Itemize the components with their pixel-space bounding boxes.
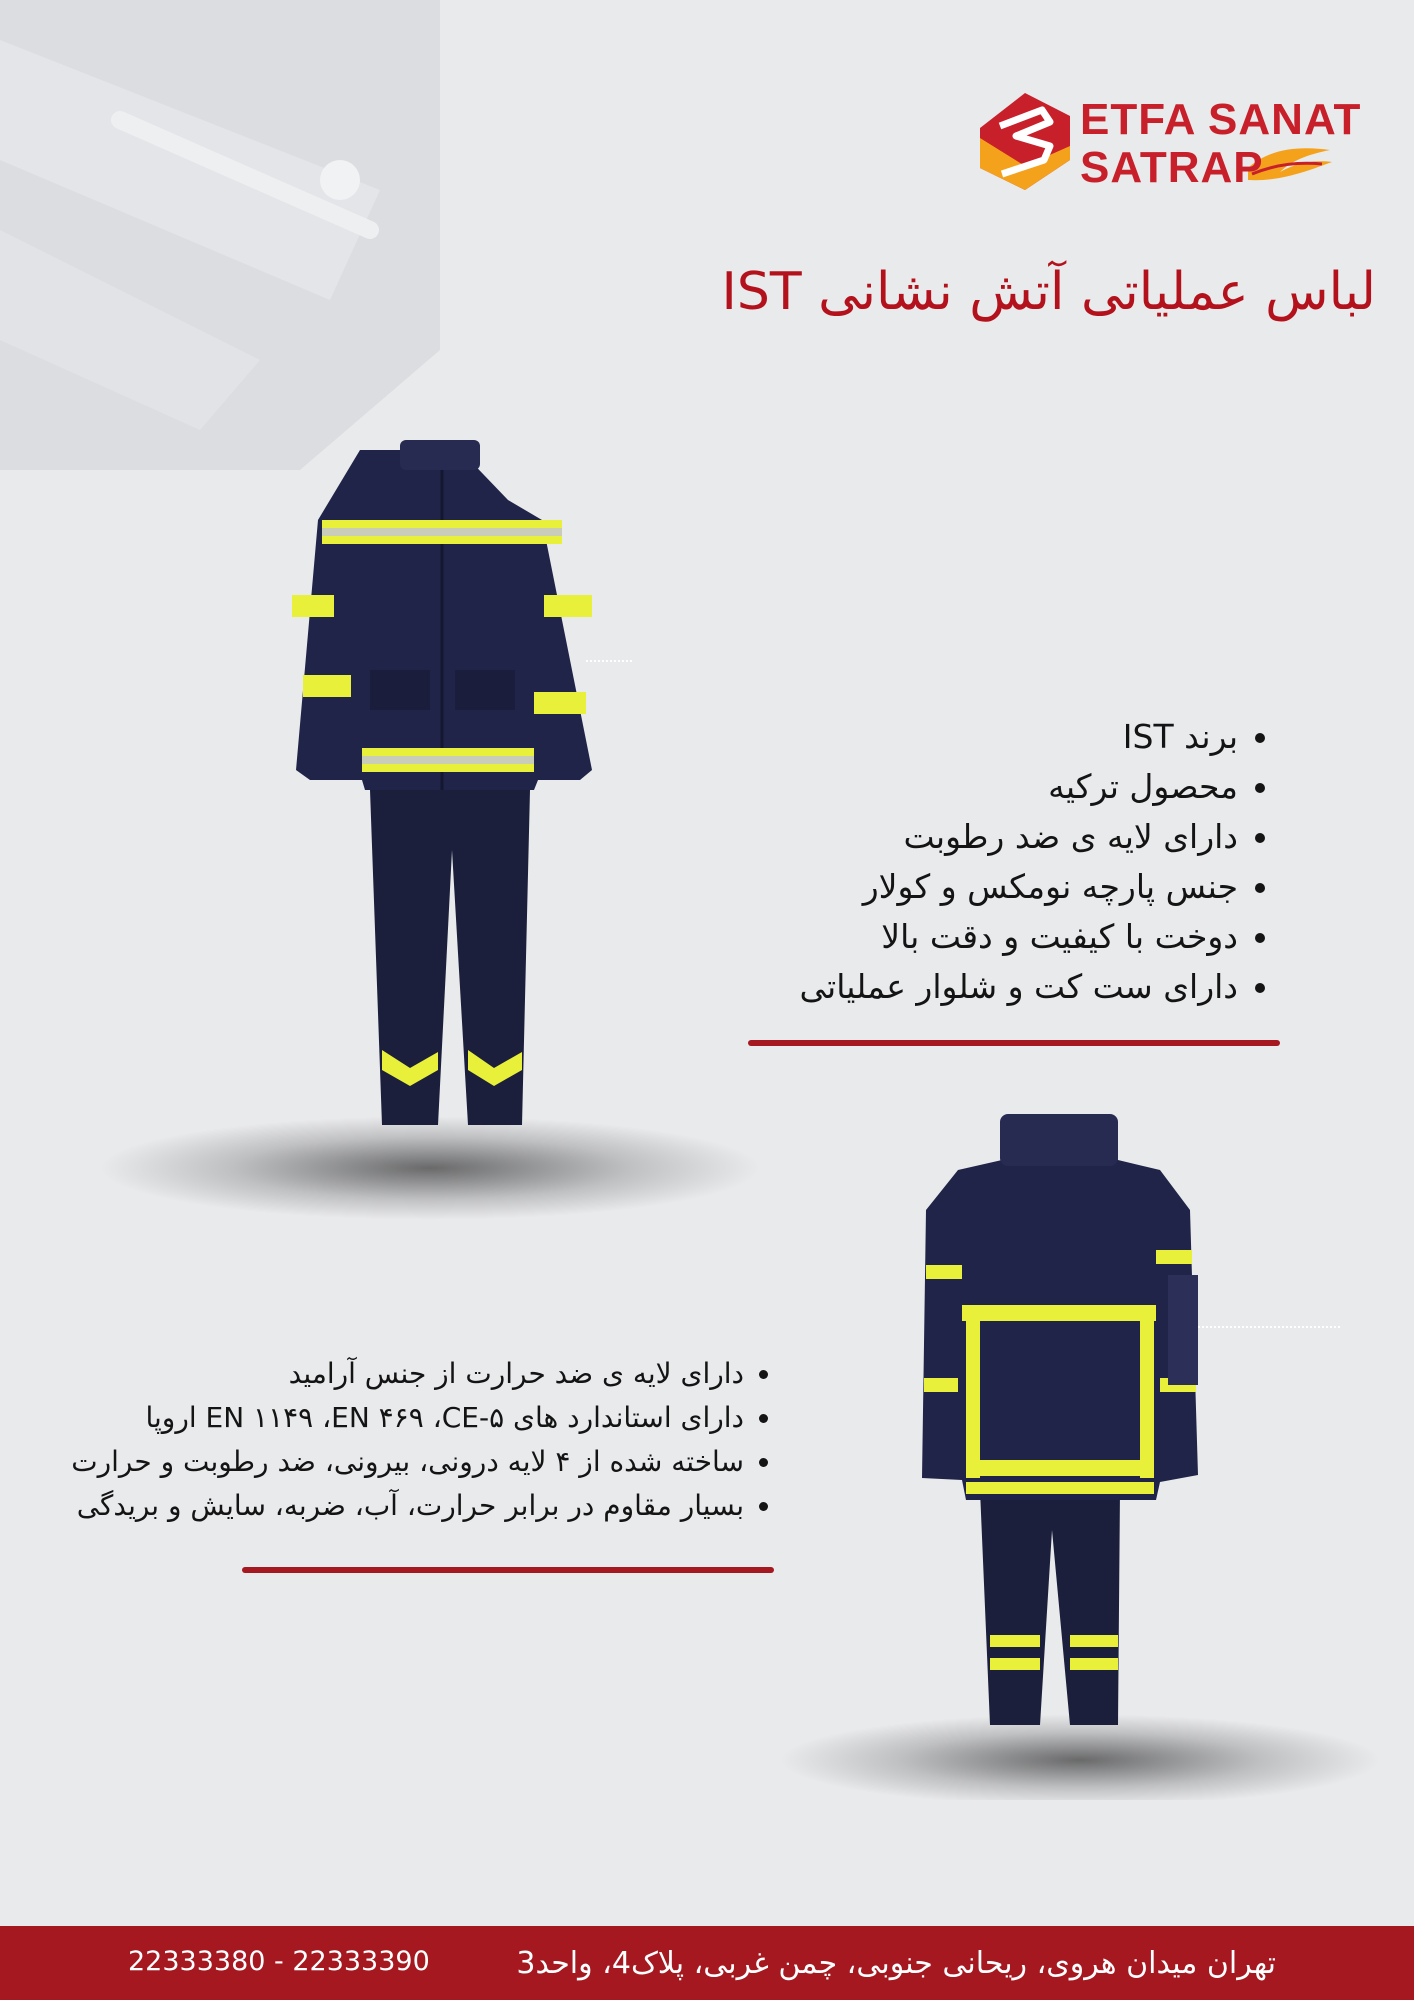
list-item: • جنس پارچه نومکس و کولار [538,862,1238,912]
page-title: لباس عملیاتی آتش نشانی IST [721,262,1376,322]
list-item: • دارای ست کت و شلوار عملیاتی [538,962,1238,1012]
list-item: • بسیار مقاوم در برابر حرارت، آب، ضربه، سایش و بریدگی [0,1484,744,1528]
list-item: • دوخت با کیفیت و دقت بالا [538,912,1238,962]
list-item: • دارای لایه ی ضد حرارت از جنس آرامید [0,1352,744,1396]
footer-phone-numbers: 22333380 - 22333390 [128,1946,430,1977]
dotted-connector [1198,1326,1340,1328]
firefighter-suit-back-image [690,1100,1410,1800]
footer-address: تهران میدان هروی، ریحانی جنوبی، چمن غربی، پلاک4، واحد3 [516,1946,1276,1981]
secondary-features-list [0,1352,774,1528]
list-item: • محصول ترکیه [538,762,1238,812]
list-item: • ساخته شده از ۴ لایه درونی، بیرونی، ضد رطوبت و حرارت [0,1440,744,1484]
list-item: • دارای لایه ی ضد رطوبت [538,812,1238,862]
primary-features-list [538,712,1272,1012]
section-divider [748,1040,1280,1046]
dotted-connector [586,660,632,662]
logo-mark-icon [980,93,1070,190]
footer-bar [0,1926,1414,2000]
list-item: • برند IST [538,712,1238,762]
brand-name-line2: SATRAP [1080,143,1264,192]
list-item: • دارای استاندارد های ۵-EN ۱۱۴۹ ،EN ۴۶۹ ،CE اروپا [0,1396,744,1440]
brand-name-line1: ETFA SANAT [1080,95,1362,144]
section-divider [242,1567,774,1573]
background-decoration [0,0,440,470]
brand-name [1080,96,1361,192]
